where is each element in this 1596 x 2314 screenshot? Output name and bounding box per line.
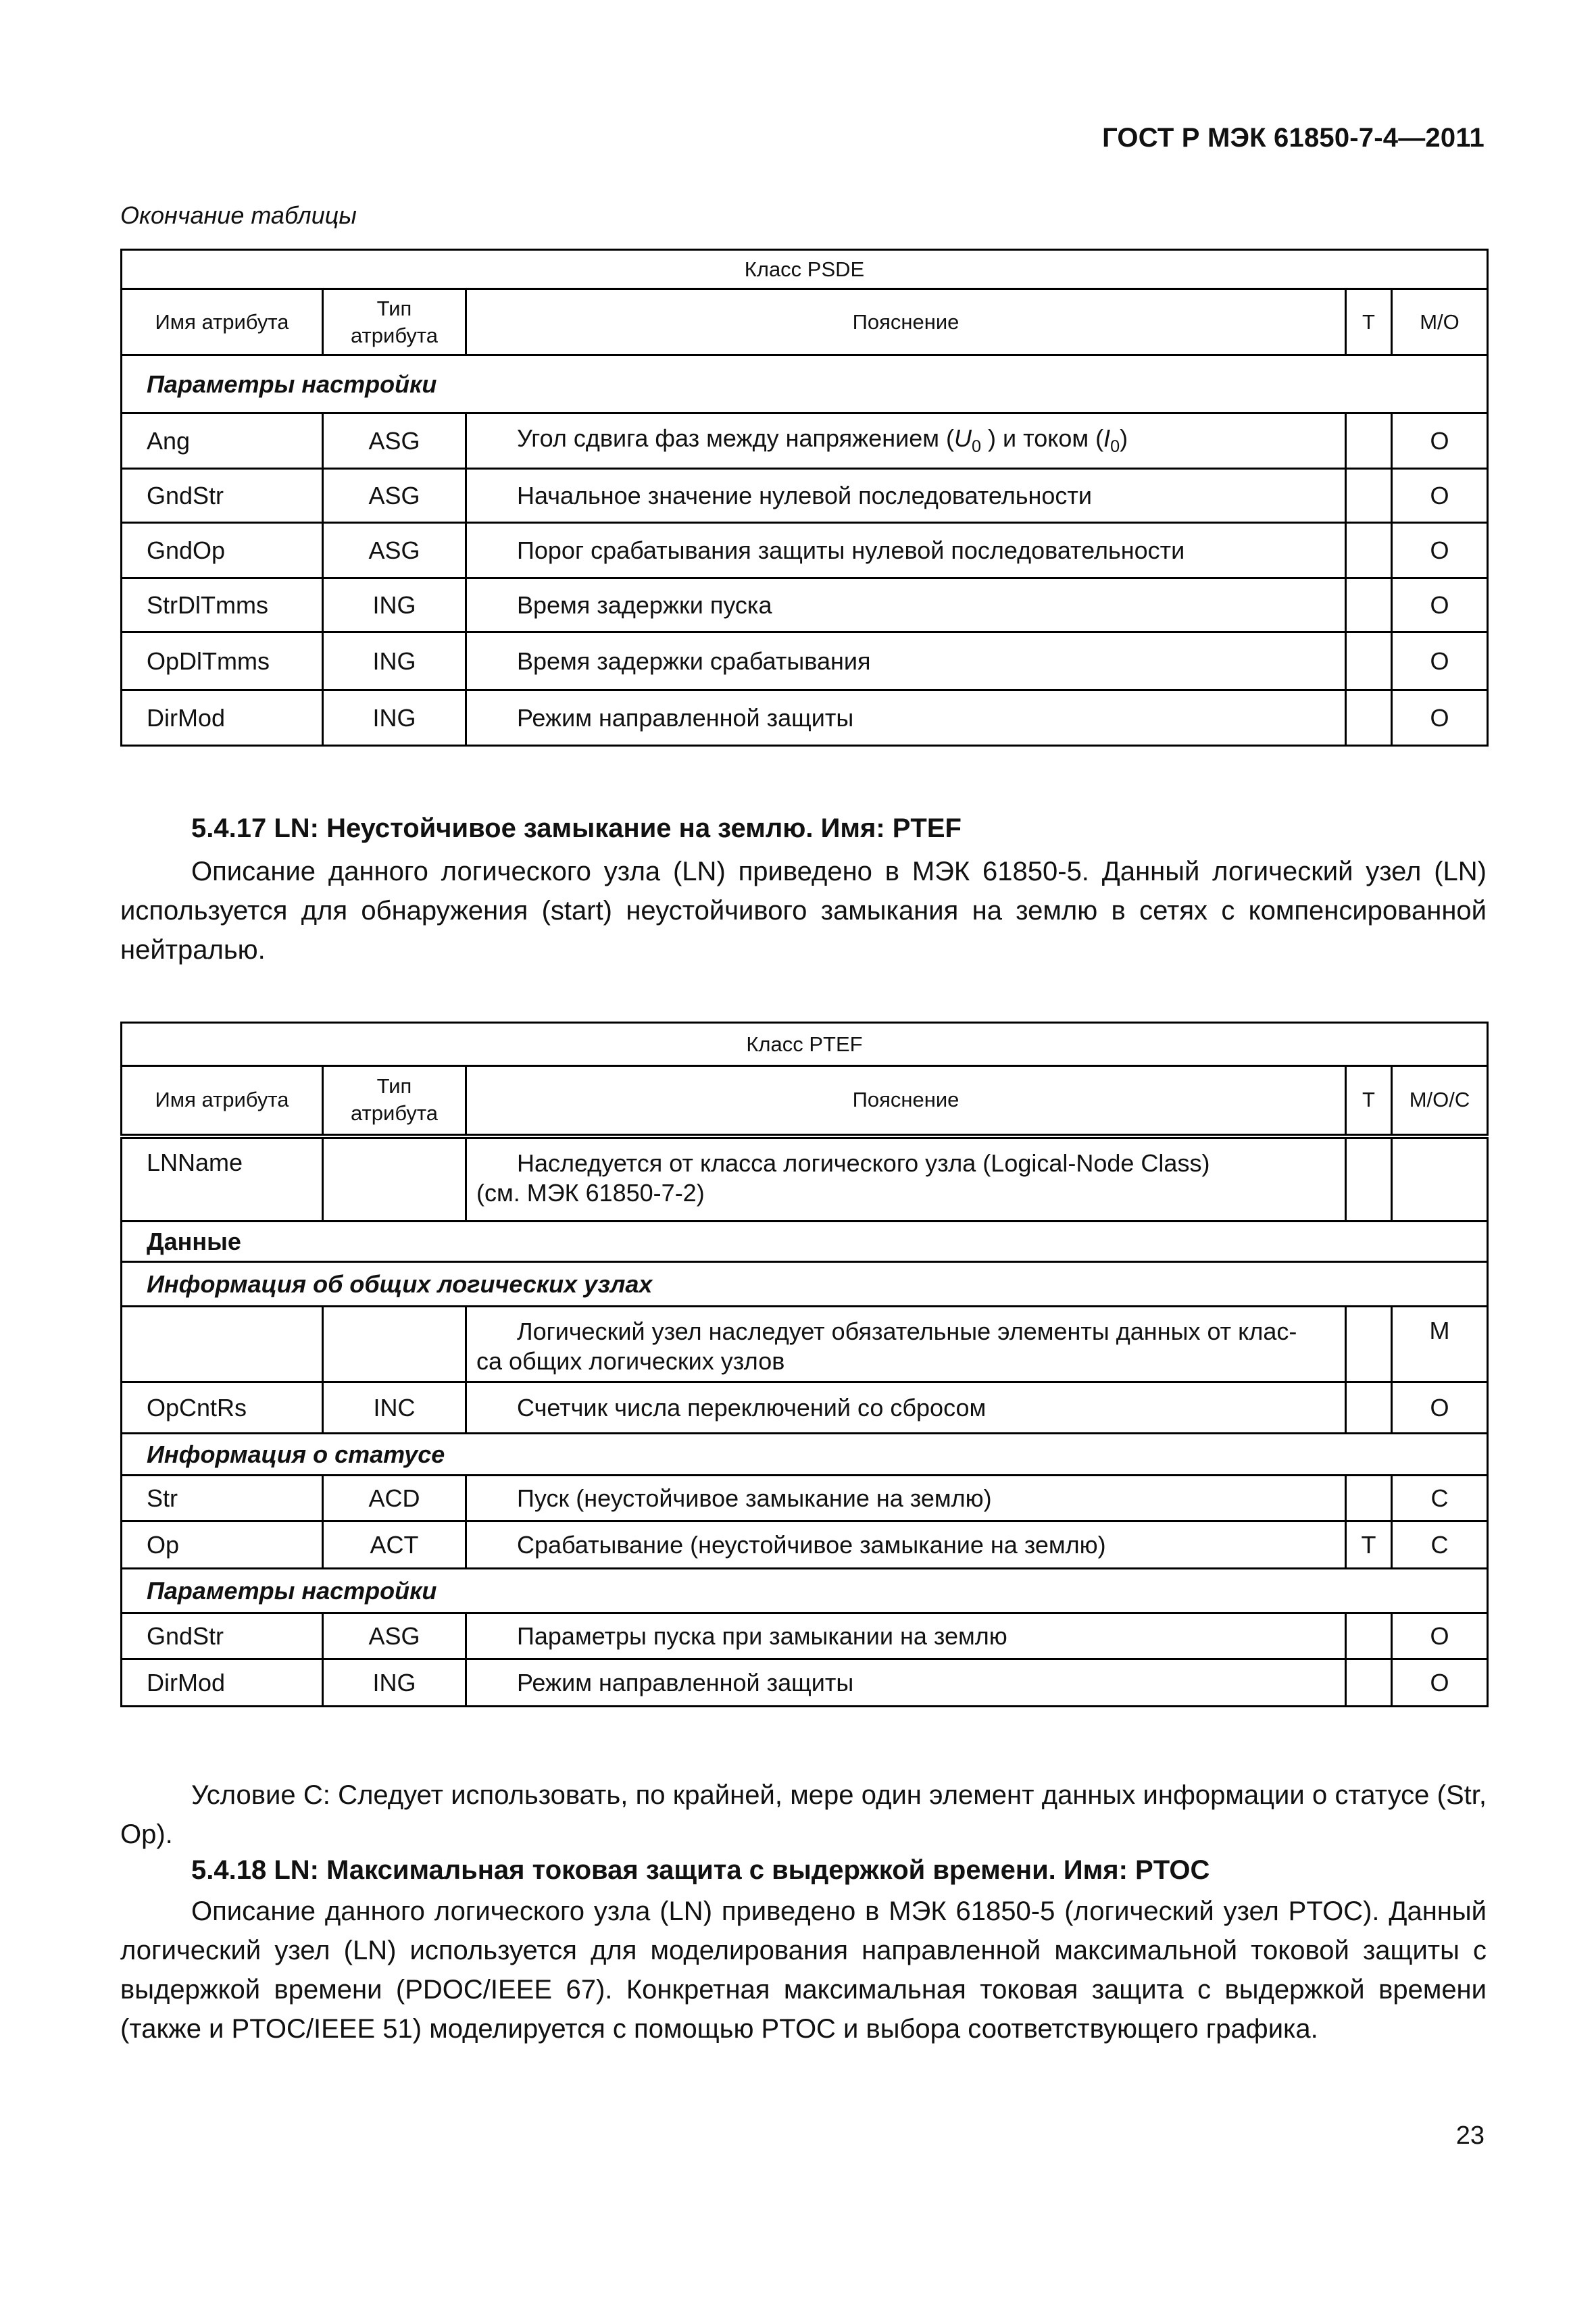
attr-name: Str [122, 1476, 323, 1521]
section-row [122, 1434, 1488, 1476]
table-row [122, 632, 1488, 690]
col-header-t: T [1346, 289, 1392, 355]
attr-type: ING [323, 632, 466, 690]
attr-mo: C [1392, 1521, 1488, 1569]
col-header-mo: M/O/C [1392, 1066, 1488, 1136]
attr-type: ACD [323, 1476, 466, 1521]
table-row [122, 469, 1488, 523]
col-header-name: Имя атрибута [122, 289, 323, 355]
attr-mo: M [1392, 1307, 1488, 1382]
attr-name: StrDlTmms [122, 578, 323, 632]
section-data: Данные [122, 1222, 1488, 1262]
attr-t [1346, 1476, 1392, 1521]
attr-mo [1392, 1136, 1488, 1222]
attr-t [1346, 523, 1392, 578]
col-header-type: Тип атрибута [323, 1066, 466, 1136]
attr-name: LNName [122, 1136, 323, 1222]
attr-type [323, 1307, 466, 1382]
section-paragraph-5-4-18: Описание данного логического узла (LN) приведено в МЭК 61850-5 (логический узел PTOC). Данный логический узел (LN) используется для моделирования направленной максимальной токовой защиты с выдержкой времени (PDOC/IEEE 67). Конкретная максимальная токовая защита с выдержкой времени (также и PTOC/IEEE 51) моделируется с помощью PTOC и выбора соответствующего графика. [120, 1896, 1487, 2044]
attr-mo: O [1392, 523, 1488, 578]
attr-desc: Время задержки срабатывания [466, 632, 1346, 690]
table-row [122, 1659, 1488, 1707]
attr-name: GndStr [122, 1613, 323, 1659]
table-row [122, 1521, 1488, 1569]
attr-type: ASG [323, 523, 466, 578]
section-settings: Параметры настройки [122, 1569, 1488, 1613]
attr-desc: Режим направленной защиты [466, 1659, 1346, 1707]
col-header-t: T [1346, 1066, 1392, 1136]
col-header-type: Тип атрибута [323, 289, 466, 355]
attr-name: OpDlTmms [122, 632, 323, 690]
table-row [122, 1476, 1488, 1521]
attr-mo: O [1392, 690, 1488, 746]
table-row [122, 1136, 1488, 1222]
attr-type: ING [323, 690, 466, 746]
col-header-mo: M/O [1392, 289, 1488, 355]
condition-paragraph: Условие С: Следует использовать, по крайней, мере один элемент данных информации о статусе (Str, Op). [120, 1780, 1487, 1849]
attr-t [1346, 469, 1392, 523]
attr-name: Op [122, 1521, 323, 1569]
table-row [122, 413, 1488, 469]
attr-type: ING [323, 578, 466, 632]
column-header-row [122, 1066, 1488, 1136]
table-row [122, 578, 1488, 632]
attr-mo: O [1392, 578, 1488, 632]
attr-mo: O [1392, 413, 1488, 469]
attr-mo: C [1392, 1476, 1488, 1521]
attr-t [1346, 632, 1392, 690]
section-status-info: Информация о статусе [122, 1434, 1488, 1476]
column-header-row [122, 289, 1488, 355]
attr-t [1346, 1307, 1392, 1382]
attr-desc: Время задержки пуска [466, 578, 1346, 632]
table-title-row [122, 1023, 1488, 1066]
section-paragraph-5-4-17: Описание данного логического узла (LN) приведено в МЭК 61850-5. Данный логический узел (LN) используется для обнаружения (start) неустойчивого замыкания на землю в сетях с компенсированной нейтралью. [120, 857, 1487, 965]
section-heading-5-4-17: 5.4.17 LN: Неустойчивое замыкание на землю. Имя: PTEF [191, 813, 962, 843]
attr-mo: O [1392, 469, 1488, 523]
col-header-desc: Пояснение [466, 289, 1346, 355]
attr-t: T [1346, 1521, 1392, 1569]
attr-t [1346, 413, 1392, 469]
ptef-table [120, 1022, 1489, 1707]
attr-desc: Порог срабатывания защиты нулевой последовательности [466, 523, 1346, 578]
attr-desc: Угол сдвига фаз между напряжением ($U_0$ ) и током $(I_0)$ [466, 413, 1346, 469]
table-row [122, 1307, 1488, 1382]
attr-name: DirMod [122, 1659, 323, 1707]
table-caption: Окончание таблицы [120, 201, 357, 229]
attr-name: DirMod [122, 690, 323, 746]
table-row [122, 523, 1488, 578]
attr-desc: Счетчик числа переключений со сбросом [466, 1382, 1346, 1434]
attr-name: GndOp [122, 523, 323, 578]
section-row [122, 355, 1488, 413]
attr-t [1346, 1136, 1392, 1222]
attr-mo: O [1392, 632, 1488, 690]
attr-desc: Срабатывание (неустойчивое замыкание на землю) [466, 1521, 1346, 1569]
col-header-desc: Пояснение [466, 1066, 1346, 1136]
attr-desc: Логический узел наследует обязательные элементы данных от клас- са общих логических узлов [466, 1307, 1346, 1382]
psde-table [120, 249, 1489, 747]
attr-t [1346, 1659, 1392, 1707]
attr-type: ASG [323, 1613, 466, 1659]
attr-t [1346, 1382, 1392, 1434]
attr-name [122, 1307, 323, 1382]
attr-t [1346, 578, 1392, 632]
attr-mo: O [1392, 1613, 1488, 1659]
attr-name: Ang [122, 413, 323, 469]
attr-desc: Режим направленной защиты [466, 690, 1346, 746]
section-settings: Параметры настройки [122, 355, 1488, 413]
attr-t [1346, 1613, 1392, 1659]
attr-desc: Наследуется от класса логического узла (Logical-Node Class) (см. МЭК 61850-7-2) [466, 1136, 1346, 1222]
class-title: Класс PSDE [122, 250, 1488, 289]
table-row [122, 690, 1488, 746]
attr-t [1346, 690, 1392, 746]
section-row [122, 1222, 1488, 1262]
table-row [122, 1613, 1488, 1659]
attr-type: ACT [323, 1521, 466, 1569]
col-header-name: Имя атрибута [122, 1066, 323, 1136]
attr-type: INC [323, 1382, 466, 1434]
attr-desc: Пуск (неустойчивое замыкание на землю) [466, 1476, 1346, 1521]
section-common-info: Информация об общих логических узлах [122, 1262, 1488, 1307]
attr-type: ASG [323, 413, 466, 469]
page-number: 23 [1455, 2121, 1485, 2150]
attr-desc: Параметры пуска при замыкании на землю [466, 1613, 1346, 1659]
attr-type [323, 1136, 466, 1222]
section-heading-5-4-18: 5.4.18 LN: Максимальная токовая защита с выдержкой времени. Имя: PTOC [191, 1855, 1210, 1885]
section-row [122, 1569, 1488, 1613]
attr-name: OpCntRs [122, 1382, 323, 1434]
attr-mo: O [1392, 1659, 1488, 1707]
attr-desc: Начальное значение нулевой последовательности [466, 469, 1346, 523]
class-title: Класс PTEF [122, 1023, 1488, 1066]
section-row [122, 1262, 1488, 1307]
table-title-row [122, 250, 1488, 289]
attr-type: ASG [323, 469, 466, 523]
standard-header: ГОСТ Р МЭК 61850-7-4—2011 [1102, 123, 1485, 153]
attr-type: ING [323, 1659, 466, 1707]
attr-name: GndStr [122, 469, 323, 523]
table-row [122, 1382, 1488, 1434]
attr-mo: O [1392, 1382, 1488, 1434]
